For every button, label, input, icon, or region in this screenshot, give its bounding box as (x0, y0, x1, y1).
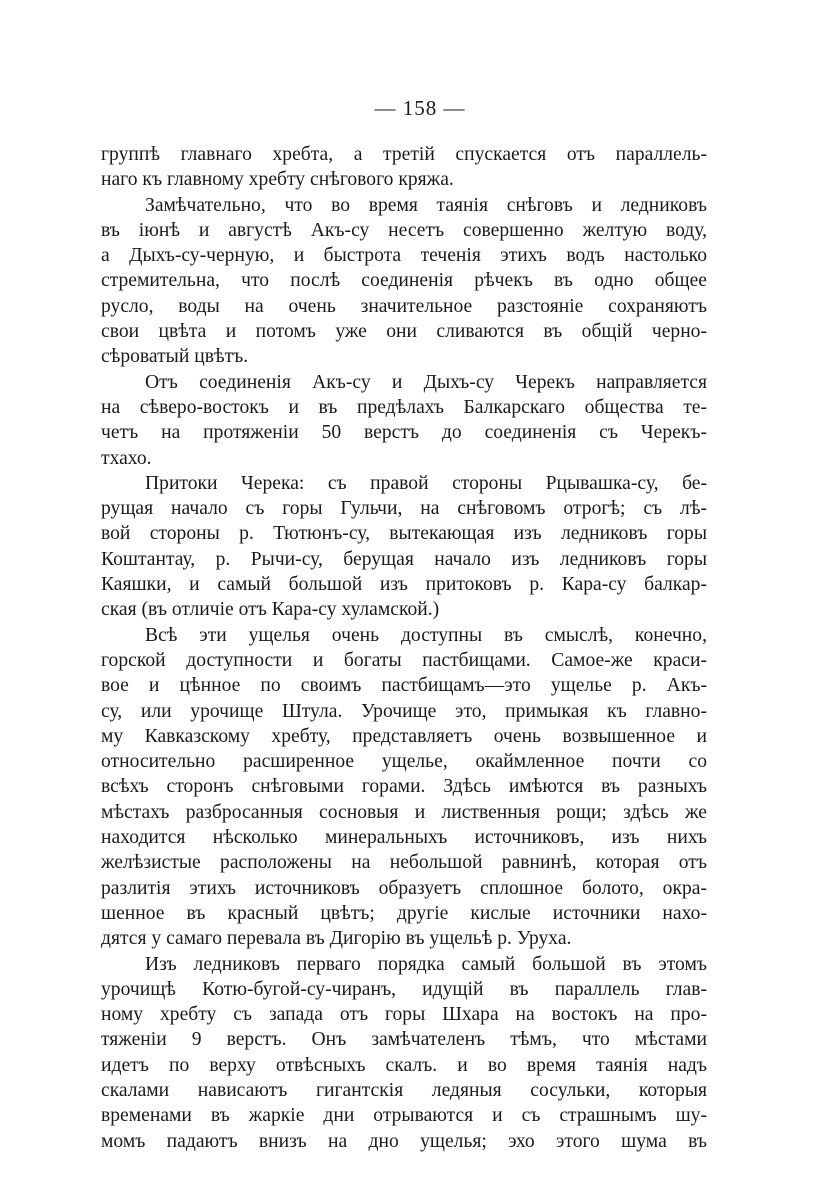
text-line: наго къ главному хребту снѣгового кряжа. (101, 169, 454, 191)
text-line: желѣзистые расположены на небольшой равнинѣ, которая отъ (101, 852, 707, 874)
text-line: тхахо. (101, 447, 152, 469)
text-line: временами въ жаркіе дни отрываются и съ страшнымъ шу- (101, 1105, 707, 1127)
text-line: группѣ главнаго хребта, а третій спускается отъ параллель- (101, 144, 707, 165)
text-line: скалами нависаютъ гигантскія ледяныя сосульки, которыя (101, 1079, 707, 1101)
text-line: Всѣ эти ущелья очень доступны въ смыслѣ, конечно, (145, 624, 707, 646)
text-line: шенное въ красный цвѣтъ; другіе кислые источники нахо- (101, 902, 707, 924)
text-line: относительно расширенное ущелье, окаймленное почти со (101, 751, 707, 773)
text-line: су, или урочище Штула. Урочище это, примыкая къ главно- (101, 700, 707, 722)
text-line: вой стороны р. Тютюнъ-су, вытекающая изъ ледниковъ горы (101, 523, 707, 545)
text-line: Притоки Черека: съ правой стороны Рцывашка-су, бе- (145, 472, 707, 494)
text-line: русло, воды на очень значительное разстояніе сохраняютъ (101, 295, 707, 317)
text-line: дятся у самаго перевала въ Дигорію въ ущельѣ р. Уруха. (101, 928, 572, 950)
text-line: Коштантау, р. Рычи-су, берущая начало изъ ледниковъ горы (101, 548, 707, 570)
text-line: разлитія этихъ источниковъ образуетъ сплошное болото, окра- (101, 877, 707, 899)
text-line: на сѣверо-востокъ и въ предѣлахъ Балкарскаго общества те- (101, 396, 707, 418)
text-line: всѣхъ сторонъ снѣговыми горами. Здѣсь имѣются въ разныхъ (101, 776, 707, 798)
text-line: мѣстахъ разбросанныя сосновыя и лиственныя рощи; здѣсь же (101, 801, 707, 823)
text-line: Изъ ледниковъ перваго порядка самый большой въ этомъ (145, 953, 707, 975)
text-line: ская (въ отличіе отъ Кара-су хуламской.) (101, 599, 440, 621)
text-line: момъ падаютъ внизъ на дно ущелья; эхо этого шума въ (101, 1130, 707, 1152)
body-text (101, 142, 707, 1154)
text-line: четъ на протяженіи 50 верстъ до соединенія съ Черекъ- (101, 422, 707, 444)
text-line: Каяшки, и самый большой изъ притоковъ р. Кара-су балкар- (101, 574, 707, 596)
text-line: свои цвѣта и потомъ уже они сливаются въ общій черно- (101, 321, 707, 343)
text-line: рущая начало съ горы Гульчи, на снѣговомъ отрогѣ; съ лѣ- (101, 498, 707, 520)
text-line: горской доступности и богаты пастбищами. Самое-же краси- (101, 649, 707, 671)
text-line: находится нѣсколько минеральныхъ источниковъ, изъ нихъ (101, 827, 707, 849)
text-line: Отъ соединенія Акъ-су и Дыхъ-су Черекъ направляется (145, 371, 707, 393)
page-number: — 158 — (374, 96, 466, 120)
text-line: идетъ по верху отвѣсныхъ скалъ. и во время таянія надъ (101, 1054, 707, 1076)
text-line: сѣроватый цвѣтъ. (101, 346, 249, 368)
text-line: ному хребту съ запада отъ горы Шхара на востокъ на про- (101, 1004, 707, 1026)
text-line: вое и цѣнное по своимъ пастбищамъ—это ущелье р. Акъ- (101, 675, 707, 697)
text-line: стремительна, что послѣ соединенія рѣчекъ въ одно общее (101, 270, 707, 292)
text-line: Замѣчательно, что во время таянія снѣговъ и ледниковъ (145, 194, 707, 216)
text-line: въ іюнѣ и августѣ Акъ-су несетъ совершенно желтую воду, (101, 219, 707, 241)
text-line: му Кавказскому хребту, представляетъ очень возвышенное и (101, 725, 707, 747)
text-line: а Дыхъ-су-черную, и быстрота теченія этихъ водъ настолько (101, 245, 707, 267)
text-line: урочищѣ Котю-бугой-су-чиранъ, идущій въ параллель глав- (101, 978, 707, 1000)
text-line: тяженіи 9 верстъ. Онъ замѣчателенъ тѣмъ, что мѣстами (101, 1029, 707, 1051)
